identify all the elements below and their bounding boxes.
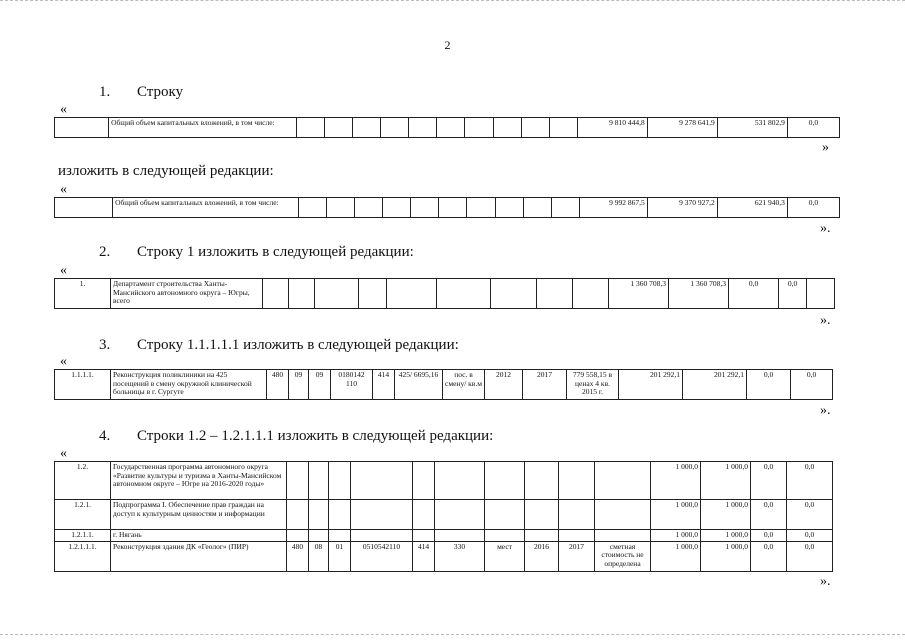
row-name: Общий объем капитальных вложений, в том числе: — [109, 118, 297, 138]
section4-title: Строки 1.2 – 1.2.1.1.1 изложить в следующей редакции: — [137, 428, 494, 444]
cell — [351, 500, 413, 530]
row-name: Государственная программа автономного округа «Развитие культуры и туризма в Ханты-Мансийском автономном округе – Югре на 2016-2020 годы» — [111, 462, 287, 500]
section3-number: 3. — [99, 337, 111, 353]
value-cell: 0,0 — [751, 462, 787, 500]
cell — [435, 530, 485, 542]
cell — [309, 500, 329, 530]
value-cell: 0,0 — [751, 541, 787, 571]
value-cell: 0,0 — [787, 500, 833, 530]
cell: 425/ 6695,16 — [395, 370, 443, 400]
section4-number: 4. — [99, 428, 111, 444]
table-row — [55, 370, 833, 400]
row-name: Департамент строительства Ханты-Мансийского автономного округа – Югры, всего — [111, 279, 263, 309]
value-cell: 1 000,0 — [651, 500, 701, 530]
section1-heading — [99, 84, 183, 101]
cell — [525, 462, 559, 500]
open-quote: « — [60, 354, 67, 369]
row-code: 1.2.1. — [55, 500, 111, 530]
cell: 480 — [267, 370, 289, 400]
value-cell: 1 360 708,3 — [609, 279, 669, 309]
row-name: Общий объем капитальных вложений, в том числе: — [113, 198, 299, 218]
cell — [485, 462, 525, 500]
open-quote: « — [60, 182, 67, 197]
value-cell: 1 000,0 — [651, 541, 701, 571]
replace-text: изложить в следующей редакции: — [58, 163, 274, 179]
value-cell: 9 370 927,2 — [647, 198, 717, 218]
value-cell: 1 360 708,3 — [669, 279, 729, 309]
cell — [287, 530, 309, 542]
value-cell: 0,0 — [747, 370, 791, 400]
cell — [287, 462, 309, 500]
value-cell: 201 292,1 — [683, 370, 747, 400]
open-quote: « — [60, 446, 67, 461]
value-cell: 0,0 — [787, 118, 839, 138]
section2-number: 2. — [99, 244, 111, 260]
value-cell: 1 000,0 — [701, 541, 751, 571]
value-cell: 9 810 444,8 — [577, 118, 647, 138]
table-row — [55, 462, 833, 500]
value-cell: 621 940,3 — [717, 198, 787, 218]
value-cell: 531 802,9 — [717, 118, 787, 138]
cell — [309, 530, 329, 542]
cell: сметная стоимость не определена — [595, 541, 651, 571]
cell — [559, 530, 595, 542]
cell — [559, 500, 595, 530]
open-quote: « — [60, 102, 67, 117]
value-cell: 0,0 — [751, 530, 787, 542]
page-number: 2 — [444, 38, 451, 52]
cell: 0180142 110 — [331, 370, 373, 400]
cell — [525, 500, 559, 530]
cell — [595, 530, 651, 542]
cell — [413, 530, 435, 542]
table-row — [55, 541, 833, 571]
cell — [435, 500, 485, 530]
cell — [329, 530, 351, 542]
cell: 480 — [287, 541, 309, 571]
cell — [595, 462, 651, 500]
value-cell: 0,0 — [787, 541, 833, 571]
close-quote: ». — [820, 574, 831, 589]
cell: 09 — [289, 370, 309, 400]
section1-old-table — [54, 117, 840, 138]
section4-table — [54, 461, 833, 572]
value-cell: 0,0 — [791, 370, 833, 400]
cell — [329, 462, 351, 500]
cell: 0510542110 — [351, 541, 413, 571]
scan-edge-bottom — [0, 634, 905, 637]
value-cell: 0,0 — [779, 279, 807, 309]
cell — [435, 462, 485, 500]
row-code: 1.1.1.1. — [55, 370, 111, 400]
value-cell: 0,0 — [787, 462, 833, 500]
section4-heading — [99, 428, 493, 445]
section2-table — [54, 278, 835, 309]
row-name: Реконструкция поликлиники на 425 посещений в смену окружной клинической больницы в г. Сургуте — [111, 370, 267, 400]
cell: 2012 — [485, 370, 523, 400]
cell — [559, 462, 595, 500]
table-row — [55, 118, 840, 138]
cell — [309, 462, 329, 500]
row-name: г. Нягань — [111, 530, 287, 542]
value-cell: 0,0 — [787, 198, 839, 218]
table-row — [55, 530, 833, 542]
cell — [485, 500, 525, 530]
value-cell: 9 992 867,5 — [579, 198, 647, 218]
cell: 779 558,15 в ценах 4 кв. 2015 г. — [567, 370, 619, 400]
close-quote: ». — [820, 221, 831, 236]
cell: 414 — [373, 370, 395, 400]
row-code: 1.2.1.1.1. — [55, 541, 111, 571]
value-cell: 1 000,0 — [701, 530, 751, 542]
value-cell: 1 000,0 — [651, 530, 701, 542]
cell — [413, 500, 435, 530]
close-quote: ». — [820, 403, 831, 418]
value-cell: 0,0 — [751, 500, 787, 530]
scan-edge-top — [0, 0, 905, 3]
cell — [525, 530, 559, 542]
cell — [413, 462, 435, 500]
row-code: 1.2. — [55, 462, 111, 500]
row-name: Подпрограмма I. Обеспечение прав граждан на доступ к культурным ценностям и информации — [111, 500, 287, 530]
cell — [351, 530, 413, 542]
section2-title: Строку 1 изложить в следующей редакции: — [137, 244, 414, 260]
cell — [351, 462, 413, 500]
cell: 330 — [435, 541, 485, 571]
row-name: Реконструкция здания ДК «Геолог» (ПИР) — [111, 541, 287, 571]
cell — [329, 500, 351, 530]
table-row — [55, 279, 835, 309]
cell — [485, 530, 525, 542]
value-cell: 0,0 — [729, 279, 779, 309]
open-quote: « — [60, 263, 67, 278]
cell: мест — [485, 541, 525, 571]
cell: 2016 — [525, 541, 559, 571]
value-cell: 1 000,0 — [701, 462, 751, 500]
row-code: 1.2.1.1. — [55, 530, 111, 542]
cell: пос. в смену/ кв.м — [443, 370, 485, 400]
section1-number: 1. — [99, 84, 111, 100]
section3-heading — [99, 337, 459, 354]
cell: 01 — [329, 541, 351, 571]
value-cell: 1 000,0 — [701, 500, 751, 530]
row-code: 1. — [55, 279, 111, 309]
cell — [287, 500, 309, 530]
table-row — [55, 198, 840, 218]
close-quote: ». — [820, 313, 831, 328]
section3-title: Строку 1.1.1.1.1 изложить в следующей редакции: — [137, 337, 459, 353]
value-cell: 1 000,0 — [651, 462, 701, 500]
table-row — [55, 500, 833, 530]
cell: 2017 — [523, 370, 567, 400]
close-quote: » — [822, 140, 829, 155]
value-cell: 201 292,1 — [619, 370, 683, 400]
cell: 414 — [413, 541, 435, 571]
section2-heading — [99, 244, 414, 261]
section1-title: Строку — [137, 84, 184, 100]
value-cell: 0,0 — [787, 530, 833, 542]
cell: 09 — [309, 370, 331, 400]
cell: 08 — [309, 541, 329, 571]
cell — [595, 500, 651, 530]
cell: 2017 — [559, 541, 595, 571]
section3-table — [54, 369, 833, 400]
value-cell: 9 278 641,9 — [647, 118, 717, 138]
section1-new-table — [54, 197, 840, 218]
